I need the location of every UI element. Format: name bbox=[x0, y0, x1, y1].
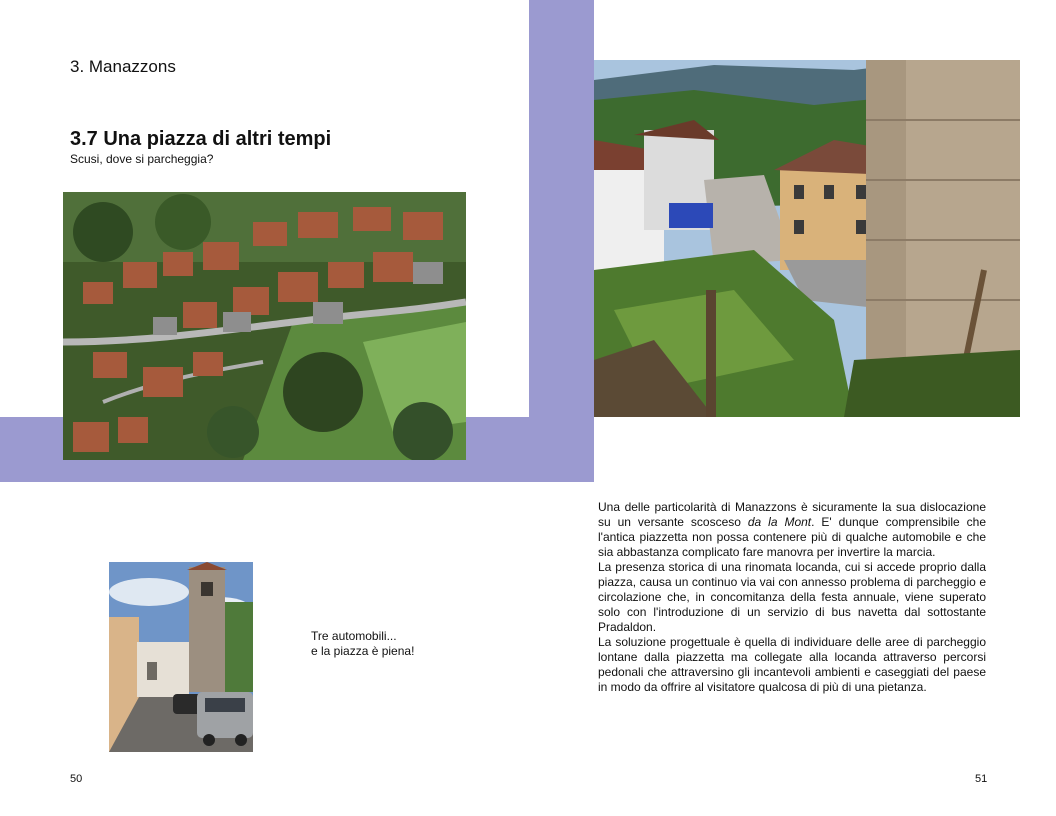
chapter-title: 3. Manazzons bbox=[70, 57, 176, 76]
section-title: 3.7 Una piazza di altri tempi bbox=[70, 128, 332, 150]
page-number-right: 51 bbox=[975, 773, 988, 785]
paragraph: La soluzione progettuale è quella di individuare delle aree di parcheggio lontane dalla piazzetta ma collegate alla locanda attraverso percorsi pedonali che attraversino gli incantevoli ambienti e caseggiati del paese in modo da offrire al visitatore qualcosa di più di una pietanza. bbox=[598, 635, 986, 694]
paragraph: Una delle particolarità di Manazzons è sicuramente la sua dislocazione su un versante scosceso da la Mont. E' dunque comprensibile che l'antica piazzetta non possa contenere più di qualche automobile e che sia abbastanza complicato fare manovra per invertire la marcia. bbox=[598, 500, 986, 559]
caption-line: Tre automobili... bbox=[311, 629, 397, 643]
photo-caption bbox=[311, 629, 414, 659]
paragraph: La presenza storica di una rinomata locanda, cui si accede proprio dalla piazza, causa un continuo via vai con annesso problema di parcheggio e circolazione che, in concomitanza della festa annuale, viene superato solo con l'introduzione di un servizio di bus navetta dal sottostante Pradaldon. bbox=[598, 560, 986, 634]
photo-piazza-view bbox=[594, 60, 1020, 417]
accent-band-vertical bbox=[529, 0, 594, 482]
photo-church-tower-street bbox=[109, 562, 253, 752]
caption-line: e la piazza è piena! bbox=[311, 644, 415, 658]
page-number-left: 50 bbox=[70, 773, 83, 785]
body-text bbox=[598, 500, 986, 695]
aerial-photo-village bbox=[63, 192, 466, 460]
section-subtitle: Scusi, dove si parcheggia? bbox=[70, 152, 214, 166]
